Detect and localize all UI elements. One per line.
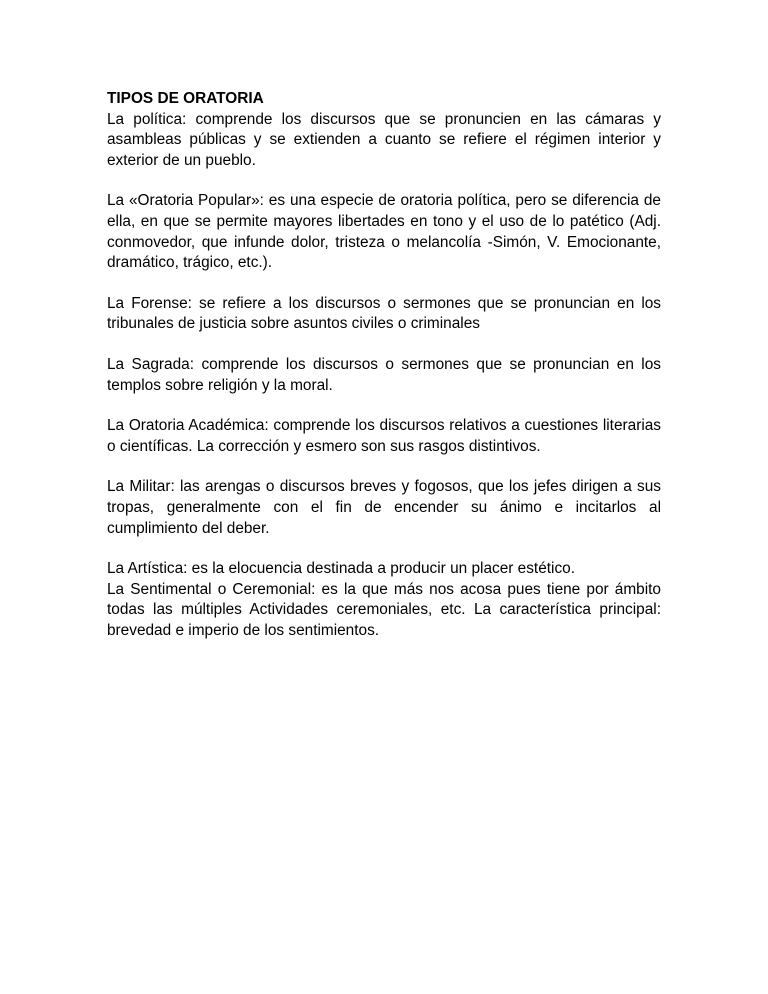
paragraph-militar: La Militar: las arengas o discursos breves y fogosos, que los jefes dirigen a sus tropas, generalmente con el fin de encender su ánimo e incitarlos al cumplimiento del deber. xyxy=(107,478,661,537)
paragraph-sagrada: La Sagrada: comprende los discursos o sermones que se pronuncian en los templos sobre religión y la moral. xyxy=(107,355,661,394)
paragraph-artistica: La Artística: es la elocuencia destinada a producir un placer estético. xyxy=(107,560,575,578)
paragraph-politica: La política: comprende los discursos que se pronuncien en las cámaras y asambleas públicas y se extienden a cuanto se refiere el régimen interior y exterior de un pueblo. xyxy=(107,110,661,169)
paragraph-sentimental: La Sentimental o Ceremonial: es la que más nos acosa pues tiene por ámbito todas las múltiples Actividades ceremoniales, etc. La característica principal: brevedad e imperio de los sentimientos. xyxy=(107,580,661,639)
paragraph-oratoria-popular: La «Oratoria Popular»: es una especie de oratoria política, pero se diferencia de ella, en que se permite mayores libertades en tono y el uso de lo patético (Adj. conmovedor, que infunde dolor, tristeza o melancolía -Simón, V. Emocionante, dramático, trágico, etc.). xyxy=(107,192,661,272)
paragraph-forense: La Forense: se refiere a los discursos o sermones que se pronuncian en los tribunales de justicia sobre asuntos civiles o criminales xyxy=(107,294,661,333)
paragraph-academica: La Oratoria Académica: comprende los discursos relativos a cuestiones literarias o científicas. La corrección y esmero son sus rasgos distintivos. xyxy=(107,417,661,455)
document-body xyxy=(107,89,661,641)
document-title: TIPOS DE ORATORIA xyxy=(107,90,264,107)
